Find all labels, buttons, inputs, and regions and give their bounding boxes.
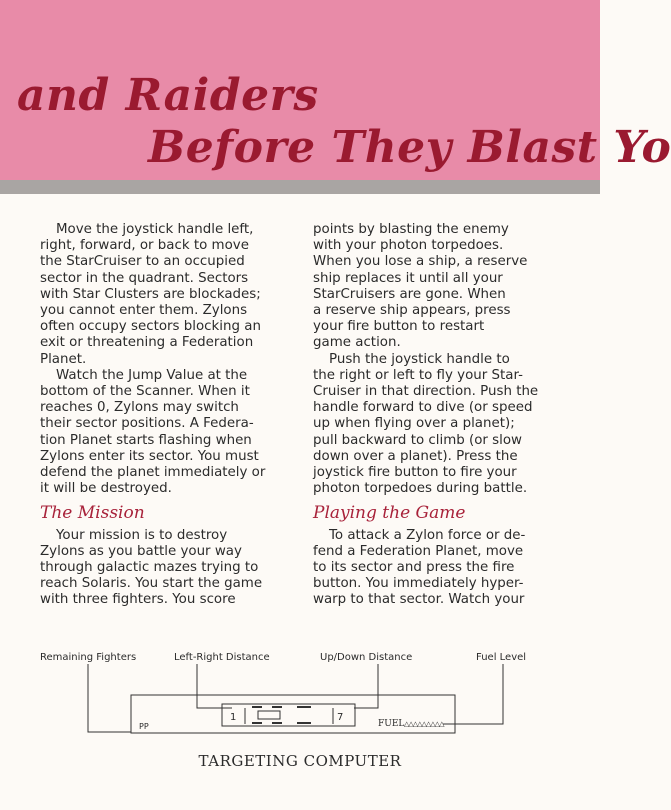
text-line: ship replaces it until all your xyxy=(313,270,503,286)
text-line: pull backward to climb (or slow xyxy=(313,432,523,448)
text-line: the StarCruiser to an occupied xyxy=(40,254,245,270)
paragraph xyxy=(40,368,272,498)
text-line: sector in the quadrant. Sectors xyxy=(40,270,249,286)
text-line: it will be destroyed. xyxy=(40,481,172,497)
text-line: game action. xyxy=(313,335,401,351)
left-column xyxy=(40,222,272,609)
scanner-panel xyxy=(222,704,355,726)
text-line: the right or left to fly your Star- xyxy=(313,367,523,383)
section-heading-playing: Playing the Game xyxy=(313,503,466,524)
text-line: Your mission is to destroy xyxy=(56,527,228,543)
title-line-1: and Raiders xyxy=(17,70,319,121)
text-line: Move the joystick handle left, xyxy=(56,222,254,237)
text-line: down over a planet). Press the xyxy=(313,448,518,464)
targeting-computer-diagram xyxy=(0,640,600,810)
text-line: reach Solaris. You start the game xyxy=(40,576,263,592)
text-line: photon torpedoes during battle. xyxy=(313,481,528,497)
label-fuel-level: Fuel Level xyxy=(476,652,527,663)
paragraph xyxy=(313,352,545,498)
fuel-label: FUEL xyxy=(378,719,405,729)
text-line: fend a Federation Planet, move xyxy=(313,543,524,559)
text-line: with three fighters. You score xyxy=(40,592,236,608)
text-line: to its sector and press the fire xyxy=(313,560,515,576)
text-line: up when flying over a planet); xyxy=(313,416,515,432)
label-remaining-fighters: Remaining Fighters xyxy=(40,652,137,663)
paragraph xyxy=(40,528,272,609)
text-line: Cruiser in that direction. Push the xyxy=(313,384,539,400)
text-line: button. You immediately hyper- xyxy=(313,576,524,592)
text-line: points by blasting the enemy xyxy=(313,222,509,237)
text-line: warp to that sector. Watch your xyxy=(313,592,525,608)
text-line: Watch the Jump Value at the xyxy=(56,367,248,383)
title-line-2: Before They Blast Yo xyxy=(148,122,671,173)
divider-band xyxy=(0,180,600,194)
text-line: your fire button to restart xyxy=(313,319,485,335)
text-line: handle forward to dive (or speed xyxy=(313,400,533,416)
text-line: their sector positions. A Federa- xyxy=(40,416,254,432)
text-line: Zylons as you battle your way xyxy=(40,543,242,559)
text-line: StarCruisers are gone. When xyxy=(313,286,506,302)
right-column xyxy=(313,222,545,609)
label-left-right-distance: Left-Right Distance xyxy=(174,652,270,663)
paragraph xyxy=(313,528,545,609)
text-line: exit or threatening a Federation xyxy=(40,335,254,351)
ud-distance-value: 7 xyxy=(337,712,344,723)
fuel-gauge: △△△△△△△△△ xyxy=(404,720,444,728)
text-line: bottom of the Scanner. When it xyxy=(40,384,250,400)
section-heading-mission: The Mission xyxy=(40,503,145,524)
fighters-indicator: PP xyxy=(139,722,149,731)
text-line: When you lose a ship, a reserve xyxy=(313,254,528,270)
text-line: with your photon torpedoes. xyxy=(313,238,504,254)
text-line: often occupy sectors blocking an xyxy=(40,319,261,335)
label-up-down-distance: Up/Down Distance xyxy=(320,652,413,663)
text-line: Zylons enter its sector. You must xyxy=(40,448,259,464)
text-line: through galactic mazes trying to xyxy=(40,560,259,576)
lr-distance-value: 1 xyxy=(230,712,237,723)
text-line: with Star Clusters are blockades; xyxy=(40,286,261,302)
text-line: you cannot enter them. Zylons xyxy=(40,303,248,319)
text-line: To attack a Zylon force or de- xyxy=(329,527,526,543)
diagram-lines xyxy=(0,640,600,750)
text-line: reaches 0, Zylons may switch xyxy=(40,400,239,416)
text-line: defend the planet immediately or xyxy=(40,465,266,481)
text-line: a reserve ship appears, press xyxy=(313,303,511,319)
title-banner xyxy=(0,0,671,180)
paragraph xyxy=(313,222,545,352)
text-line: tion Planet starts flashing when xyxy=(40,432,252,448)
text-line: Planet. xyxy=(40,351,87,367)
text-line: right, forward, or back to move xyxy=(40,238,249,254)
text-line: Push the joystick handle to xyxy=(329,351,510,367)
text-line: joystick fire button to fire your xyxy=(313,465,517,481)
diagram-caption: TARGETING COMPUTER xyxy=(198,752,402,770)
paragraph xyxy=(40,222,272,368)
